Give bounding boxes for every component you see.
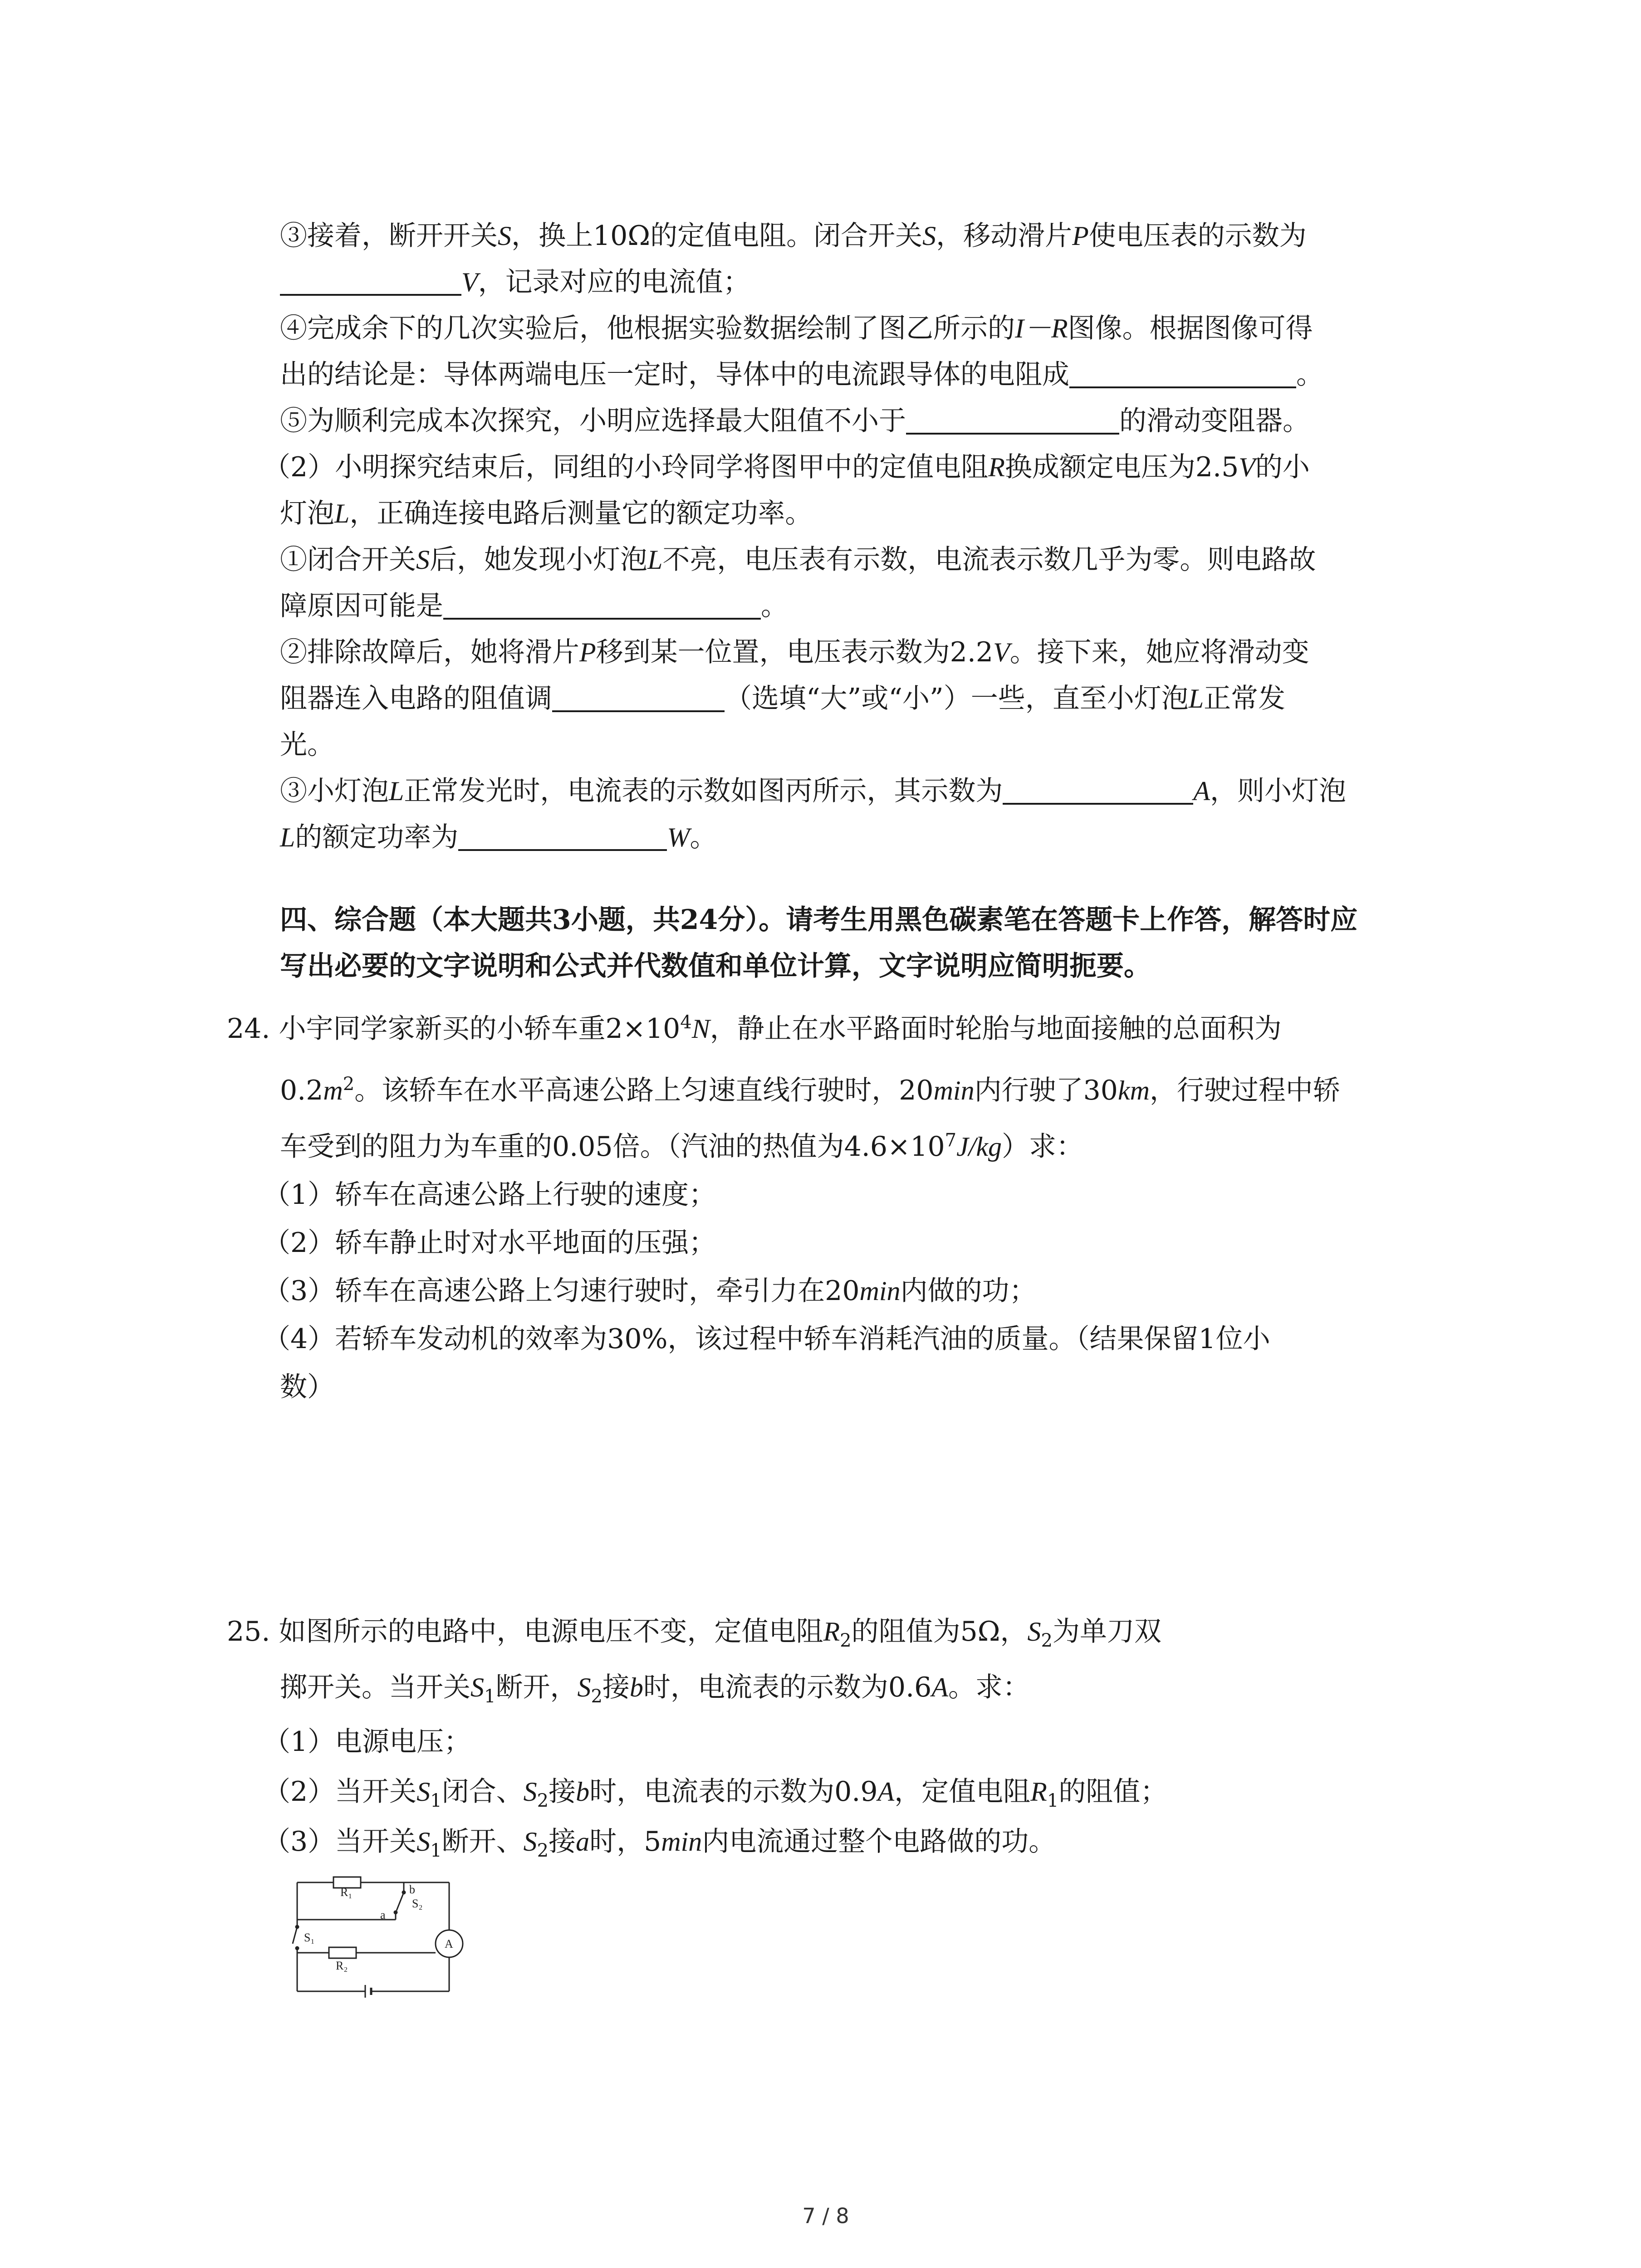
text-line-q23-4a (280, 310, 1313, 347)
text-segment: （2）当开关 (263, 1776, 417, 1808)
text-segment: 。 (690, 821, 717, 853)
s2-switch-blade (397, 1892, 404, 1911)
math-symbol: A (877, 1777, 895, 1807)
text-segment: 灯泡 (280, 498, 334, 529)
math-symbol: L (647, 545, 663, 575)
text-line-q23-2-3a (280, 773, 1346, 809)
page-number: 7 / 8 (802, 2204, 849, 2228)
text-line-q25-1 (263, 1724, 471, 1760)
text-line-q24-3 (263, 1273, 1037, 1309)
text-line-q23-3a (280, 218, 1307, 254)
math-script: 2 (591, 1686, 603, 1707)
text-segment: 。 (1296, 359, 1323, 391)
circuit-diagram (290, 1855, 481, 2000)
text-segment: ）求： (1002, 1131, 1084, 1163)
math-symbol: L (389, 776, 404, 806)
math-script: 1 (1047, 1790, 1059, 1811)
math-symbol: S (922, 221, 936, 251)
math-symbol: b (576, 1777, 590, 1807)
text-line-q24a (227, 1011, 1282, 1047)
text-line-q23-2-2b (280, 680, 1285, 717)
text-segment: 25. 如图所示的电路中，电源电压不变，定值电阻 (227, 1616, 823, 1647)
math-script: 2 (537, 1790, 549, 1811)
text-line-q25b (280, 1669, 1030, 1706)
math-symbol: A (931, 1672, 948, 1702)
math-symbol: P (1072, 221, 1089, 251)
text-segment: 时，5 (589, 1826, 661, 1857)
text-segment: 为单刀双 (1052, 1616, 1161, 1647)
b-terminal-label: b (409, 1883, 415, 1896)
text-segment: 闭合、 (441, 1776, 524, 1808)
text-segment: 阻器连入电路的阻值调 (280, 683, 552, 714)
math-script: 2 (1041, 1630, 1053, 1651)
s2-label: S₂ (412, 1897, 423, 1910)
math-symbol: L (334, 499, 350, 528)
text-line-q24-1 (263, 1177, 716, 1213)
text-segment: ④完成余下的几次实验后，他根据实验数据绘制了图乙所示的 (280, 313, 1015, 344)
text-segment: ，正确连接电路后测量它的额定功率。 (349, 498, 813, 529)
text-segment: （2）小明探究结束后，同组的小玲同学将图甲中的定值电阻 (263, 451, 989, 483)
answer-blank (1003, 777, 1193, 805)
math-symbol: S (416, 545, 430, 575)
text-segment: 障原因可能是 (280, 590, 443, 622)
math-symbol: S (1027, 1617, 1041, 1647)
text-segment: ①闭合开关 (280, 544, 416, 576)
text-segment: 接 (602, 1672, 630, 1703)
text-segment: ，定值电阻 (894, 1776, 1031, 1808)
text-segment: ⑤为顺利完成本次探究，小明应选择最大阻值不小于 (280, 405, 906, 437)
math-symbol: W (667, 822, 690, 852)
text-line-q24b (280, 1072, 1340, 1109)
math-symbol: S (523, 1777, 537, 1807)
text-segment: 移到某一位置，电压表示数为2.2 (596, 636, 994, 668)
text-line-q23-4b (280, 357, 1323, 393)
text-line-q23-2-1a (280, 542, 1316, 578)
math-script: 4 (680, 1012, 692, 1033)
text-segment: ，则小灯泡 (1210, 775, 1347, 807)
math-symbol: P (579, 637, 596, 667)
text-segment: 正常发 (1204, 683, 1286, 714)
math-script: 1 (430, 1790, 442, 1811)
math-symbol: min (661, 1827, 702, 1857)
r2-label: R₂ (336, 1959, 348, 1972)
math-script: 2 (537, 1840, 549, 1861)
text-segment: （1）轿车在高速公路上行驶的速度； (263, 1179, 716, 1211)
math-symbol: m (323, 1075, 343, 1105)
text-segment: ，换上10Ω的定值电阻。闭合开关 (511, 220, 923, 252)
math-symbol: a (576, 1827, 590, 1857)
math-script: 2 (840, 1630, 852, 1651)
math-symbol: min (859, 1276, 901, 1306)
math-symbol: km (1117, 1075, 1150, 1105)
text-segment: 光。 (280, 729, 334, 761)
text-segment: 出的结论是：导体两端电压一定时，导体中的电流跟导体的电阻成 (280, 359, 1069, 391)
text-segment: （4）若轿车发动机的效率为30%，该过程中轿车消耗汽油的质量。（结果保留1位小 (263, 1323, 1270, 1355)
text-segment: 时，电流表的示数为0.6 (643, 1672, 932, 1703)
text-segment: 的阻值为5Ω， (851, 1616, 1028, 1647)
text-line-q25-2 (263, 1774, 1167, 1810)
text-segment: （3）轿车在高速公路上匀速行驶时，牵引力在20 (263, 1275, 860, 1307)
math-symbol: min (933, 1075, 975, 1105)
s1-label: S₁ (304, 1931, 315, 1944)
math-symbol: S (416, 1777, 431, 1807)
text-segment: 0.2 (280, 1075, 323, 1106)
text-segment: 内电流通过整个电路做的功。 (702, 1826, 1056, 1857)
math-symbol: R (988, 452, 1005, 482)
text-line-q23-2-3b (280, 819, 717, 855)
text-segment: 内行驶了30 (974, 1075, 1118, 1106)
answer-blank (552, 685, 725, 712)
answer-blank (906, 407, 1119, 435)
text-line-q24-2 (263, 1225, 716, 1261)
math-symbol: b (629, 1672, 643, 1702)
math-script: 1 (430, 1840, 442, 1861)
text-segment: （选填“大”或“小”）一些，直至小灯泡 (725, 683, 1189, 714)
r2-resistor (329, 1947, 356, 1958)
text-segment: 断开， (495, 1672, 578, 1703)
r1-label: R₁ (340, 1886, 353, 1899)
text-line-q23-5 (280, 403, 1310, 439)
text-line-q24-4b (280, 1369, 334, 1405)
text-line-sec4a (280, 902, 1357, 938)
answer-blank (1069, 361, 1296, 388)
text-segment: 的阻值； (1058, 1776, 1168, 1808)
text-segment: ②排除故障后，她将滑片 (280, 636, 579, 668)
text-segment: 接 (549, 1826, 576, 1857)
text-segment: （2）轿车静止时对水平地面的压强； (263, 1227, 716, 1259)
text-segment: ，行驶过程中轿 (1149, 1075, 1340, 1106)
text-segment: 四、综合题（本大题共3小题，共24分）。请考生用黑色碳素笔在答题卡上作答，解答时应 (280, 904, 1358, 936)
ammeter-label: A (445, 1937, 453, 1950)
math-symbol: L (280, 822, 295, 852)
answer-blank (443, 592, 761, 620)
text-segment: （1）电源电压； (263, 1726, 471, 1758)
text-line-q23-2-2a (280, 634, 1309, 670)
math-symbol: S (416, 1827, 431, 1857)
text-segment: 使电压表的示数为 (1088, 220, 1307, 252)
text-segment: 断开、 (441, 1826, 524, 1857)
answer-blank (458, 824, 667, 851)
text-segment: 换成额定电压为2.5 (1004, 451, 1239, 483)
text-segment: ，记录对应的电流值； (478, 266, 750, 298)
text-segment: 。求： (948, 1672, 1030, 1703)
math-symbol: S (498, 221, 511, 251)
text-segment: 时，电流表的示数为0.9 (589, 1776, 878, 1808)
text-segment: 的小 (1255, 451, 1310, 483)
math-script: 2 (343, 1074, 355, 1095)
text-segment: ，静止在水平路面时轮胎与地面接触的总面积为 (710, 1013, 1282, 1045)
text-segment: 的额定功率为 (295, 821, 459, 853)
text-line-q23-2a (263, 449, 1310, 485)
text-line-sec4b (280, 948, 1151, 984)
text-line-q25a (227, 1613, 1161, 1650)
text-segment: 。接下来，她应将滑动变 (1009, 636, 1309, 668)
text-line-q24-4a (263, 1321, 1270, 1357)
text-line-q23-2-2c (280, 727, 334, 763)
math-symbol: S (523, 1827, 537, 1857)
text-segment: 内做的功； (900, 1275, 1037, 1307)
text-line-q25-3 (263, 1823, 1056, 1860)
math-symbol: S (470, 1672, 484, 1702)
math-symbol: L (1188, 684, 1204, 714)
math-symbol: J/kg (956, 1132, 1002, 1162)
math-symbol: N (691, 1014, 710, 1044)
text-segment: ③小灯泡 (280, 775, 389, 807)
s1-switch-blade (293, 1927, 297, 1944)
text-segment: ，移动滑片 (936, 220, 1073, 252)
math-symbol: V (993, 637, 1010, 667)
text-line-q23-2-1b (280, 588, 788, 624)
math-symbol: V (461, 267, 478, 297)
text-segment: 后，她发现小灯泡 (430, 544, 647, 576)
text-segment: 24. 小宇同学家新买的小轿车重2×10 (227, 1013, 681, 1045)
text-segment: 图像。根据图像可得 (1068, 313, 1313, 344)
text-segment: 写出必要的文字说明和公式并代数值和单位计算，文字说明应简明扼要。 (280, 950, 1151, 982)
math-symbol: R (823, 1617, 840, 1647)
math-symbol: V (1239, 452, 1255, 482)
text-segment: 数） (280, 1371, 334, 1403)
text-line-q23-2b (280, 495, 812, 532)
text-segment: 的滑动变阻器。 (1119, 405, 1310, 437)
text-segment: 掷开关。当开关 (280, 1672, 470, 1703)
a-terminal-label: a (380, 1908, 386, 1921)
answer-blank (280, 269, 461, 296)
text-segment: 。 (761, 590, 788, 622)
text-line-q23-3b (280, 264, 750, 300)
text-segment: （3）当开关 (263, 1826, 417, 1857)
text-segment: 正常发光时，电流表的示数如图丙所示，其示数为 (404, 775, 1003, 807)
text-segment: 接 (549, 1776, 576, 1808)
math-script: 7 (945, 1130, 957, 1151)
math-symbol: A (1193, 776, 1210, 806)
math-symbol: R (1030, 1777, 1047, 1807)
math-script: 1 (484, 1686, 496, 1707)
text-segment: 。该轿车在水平高速公路上匀速直线行驶时，20 (354, 1075, 934, 1106)
text-segment: 不亮，电压表有示数，电流表示数几乎为零。则电路故 (662, 544, 1316, 576)
text-segment: 车受到的阻力为车重的0.05倍。（汽油的热值为4.6×10 (280, 1131, 945, 1163)
math-symbol: I－R (1015, 313, 1068, 343)
text-segment: ③接着，断开开关 (280, 220, 498, 252)
text-line-q24c (280, 1129, 1083, 1165)
math-symbol: S (577, 1672, 591, 1702)
